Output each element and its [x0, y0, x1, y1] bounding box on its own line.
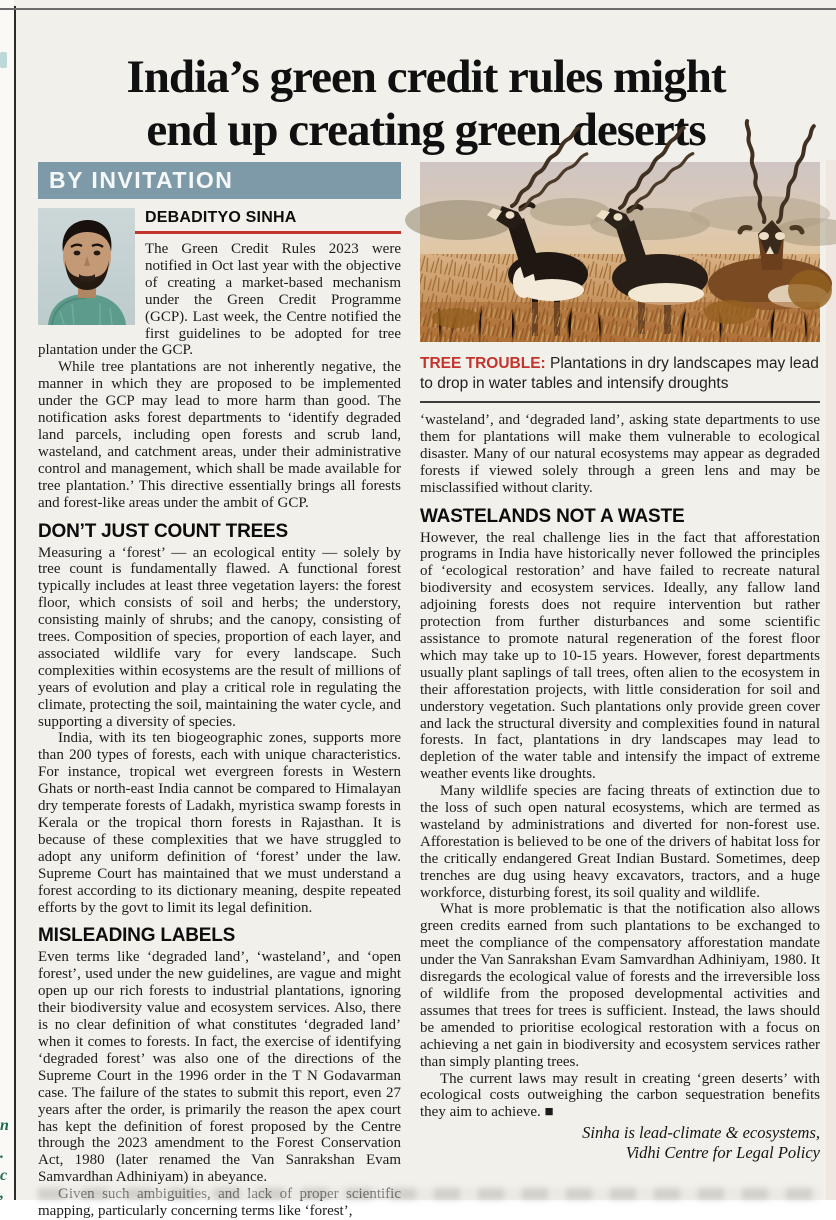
blackbuck-photo — [420, 162, 820, 342]
left-column — [38, 162, 401, 1220]
by-invitation-banner: BY INVITATION — [38, 162, 401, 199]
byline-line-1: Sinha is lead-climate & ecosystems, — [582, 1123, 820, 1143]
caption-rule — [420, 401, 820, 403]
top-rule — [0, 8, 836, 10]
author-name: DEBADITYO SINHA — [145, 209, 297, 226]
paragraph-what-problematic: What is more problematic is that the notification also allows green credits earned from such plantations to be exchanged to meet the compliance of the compensatory afforestation mandate under the Van Sanrakshan Evam Samvardhan Adhiniyam, 1980. It disregards the ecological value of forests and the irreversible loss of wildlife from the proposed developmental activities and assumes that trees for trees is sufficient. Instead, the laws should be amended to prioritise ecological restoration with a focus on achieving a net gain in biodiversity and ecosystem services rather than simply planting trees. — [420, 901, 820, 1070]
caption-text: Plantations in dry landscapes may lead to drop in water tables and intensify droughts — [420, 355, 819, 392]
edge-text-fragment: . — [0, 1145, 4, 1162]
paragraph-even-terms: Even terms like ‘degraded land’, ‘wasteland’, and ‘open forest’, used under the new guidelines, are vague and might open up our rich forests to industrial plantations, ignoring their biodiversity value and ecosystem services. Also, there is no clear definition of what constitutes ‘degraded land’ when it comes to forests. In fact, the exercise of identifying ‘degraded forest’ was also one of the directions of the Supreme Court in the 1996 order in the T N Godavarman case. The failure of the states to submit this report, even 27 years after the order, is primarily the reason the apex court has kept the definition of forest proposed by the Centre through the 2023 amendment to the Forest Conservation Act, 1980 (later renamed the Van Sanrakshan Evam Samvardhan Adhiniyam) in abeyance. — [38, 949, 401, 1186]
edge-smudge — [0, 52, 7, 68]
page-edge-tint — [826, 160, 836, 1200]
article-headline — [36, 51, 816, 156]
paragraph-while-plantations: While tree plantations are not inherently negative, the manner in which they are proposed to be implemented under the GCP may lead to more harm than good. The notification asks forest departments to ‘identify degraded land parcels, including open forests and scrub land, wasteland, and catchment areas, under their administrative control and management, which shall be made available for tree plantation.’ This directive essentially brings all forests and forest-like areas under the ambit of GCP. — [38, 359, 401, 511]
headline-line-1: India’s green credit rules might — [126, 51, 726, 104]
paragraph-intro: The Green Credit Rules 2023 were notified in Oct last year with the objective of creating a market-based mechanism under the Green Credit Programme (GCP). Last week, the Centre notified the first guidelines to be adopted for tree plantation under the GCP. — [38, 241, 401, 359]
adjacent-page-sliver — [0, 0, 14, 1200]
author-portrait-photo — [38, 208, 135, 325]
column-rule — [14, 6, 16, 1200]
paragraph-however-challenge: However, the real challenge lies in the fact that afforestation programs in India have historically never followed the principles of ‘ecological restoration’ and have failed to recreate natural biodiversity and ecosystem services. Ideally, any fallow land adjoining forests does not require intervention but rather protection from further disturbances and some scientific assistance to promote natural regeneration of the forest floor which may take up to 10-15 years. However, forest departments usually plant saplings of tall trees, often alien to the ecosystem in their afforestation projects, with little consideration for soil and understory vegetation. Such plantations only provide green cover and lack the structural diversity and complexities found in natural forests. In fact, plantations in dry landscapes may lead to depletion of the water table and intensify the impact of extreme weather events like droughts. — [420, 529, 820, 783]
edge-text-fragment: , — [0, 1185, 4, 1202]
paragraph-current-laws: The current laws may result in creating ‘green deserts’ with ecological costs outweighing the carbon sequestration benefits they aim to achieve. ■ — [420, 1070, 820, 1121]
caption-kicker: TREE TROUBLE: — [420, 355, 546, 372]
right-column — [420, 162, 820, 1200]
section-head-dont-just-count-trees: DON’T JUST COUNT TREES — [38, 520, 289, 542]
paragraph-given-ambiguities: mapping, particularly concerning terms like ‘forest’, — [38, 1203, 353, 1220]
paragraph-india-zones: India, with its ten biogeographic zones, supports more than 200 types of forests, each with unique characteristics. For instance, tropical wet evergreen forests in Western Ghats or north-east India cannot be compared to Himalayan dry temperate forests of Ladakh, myristica swamp forests in Kerala or the tropical thorn forests in Rajasthan. It is because of these complexities that we have struggled to adopt any uniform definition of ‘forest’ under the law. Supreme Court has maintained that we must understand a forest according to its dictionary meaning, despite repeated efforts by the govt to limit its legal definition. — [38, 730, 401, 916]
paragraph-measuring-forest: Measuring a ‘forest’ — an ecological entity — solely by tree count is fundamentally flawed. A functional forest typically includes at least three vegetation layers: the forest floor, which consists of soil and herbs; the understory, consisting mainly of shrubs; and the canopy, consisting of trees. Composition of species, proportion of each layer, and associated wildlife vary for every landscape. Such complexities within ecosystems are the result of millions of years of evolution and play a critical role in regulating the climate, protecting the soil, maintaining the water cycle, and supporting a diversity of species. — [38, 544, 401, 730]
section-head-misleading-labels: MISLEADING LABELS — [38, 925, 236, 947]
author-byline — [420, 1123, 820, 1163]
section-head-wastelands-not-a-waste: WASTELANDS NOT A WASTE — [420, 505, 685, 527]
edge-text-fragment: c — [0, 1167, 8, 1184]
paragraph-many-wildlife: Many wildlife species are facing threats of extinction due to the loss of such open natural ecosystems, which are termed as wasteland by administrations and diverted for non-forest use. Afforestation is believed to be one of the drivers of habitat loss for the critically endangered Great Indian Bustard. Sometimes, deep trenches are dug using heavy excavators, tractors, and a huge workforce, disturbing forest, its soil quality and wildlife. — [420, 783, 820, 901]
photo-caption — [420, 354, 820, 393]
headline-line-2: end up creating green deserts — [146, 104, 706, 157]
next-article-cutoff — [38, 1188, 820, 1200]
paragraph-wasteland-continuation: ‘wasteland’, and ‘degraded land’, asking state departments to use them for plantations will make them vulnerable to ecological disaster. Many of our natural ecosystems may appear as degraded forests if viewed solely through a green lens and may be misclassified without clarity. — [420, 412, 820, 496]
byline-line-2: Vidhi Centre for Legal Policy — [625, 1143, 820, 1163]
article-columns — [38, 162, 820, 1220]
author-block — [38, 206, 401, 359]
edge-text-fragment: n — [0, 1117, 9, 1134]
